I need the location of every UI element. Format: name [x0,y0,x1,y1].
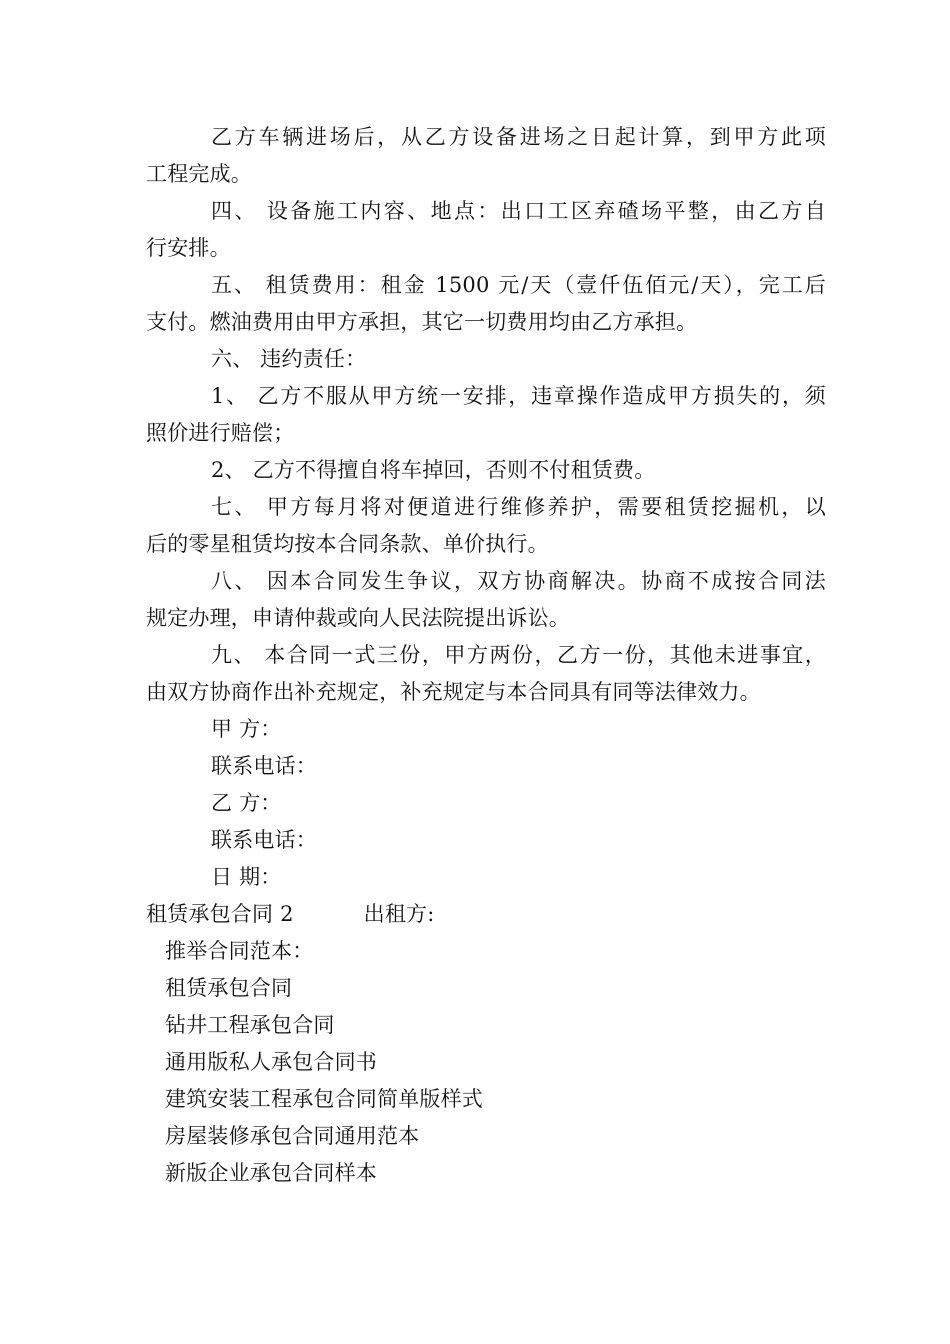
clause-8-line: 八、 因本合同发生争议，双方协商解决。协商不成按合同法 [211,569,826,593]
recommend-link[interactable]: 房屋装修承包合同通用范本 [165,1124,420,1148]
clause-4-line: 行安排。 [146,236,231,260]
recommend-link[interactable]: 新版企业承包合同样本 [165,1161,377,1185]
recommend-link[interactable]: 通用版私人承包合同书 [165,1050,377,1074]
date-label: 日 期： [211,865,282,889]
party-a-phone-label: 联系电话： [211,754,317,778]
paragraph-line: 工程完成。 [146,162,252,186]
recommend-link[interactable]: 租赁承包合同 [165,976,293,1000]
clause-7-line: 七、 甲方每月将对便道进行维修养护，需要租赁挖掘机，以 [211,495,826,519]
clause-5-line: 支付。燃油费用由甲方承担，其它一切费用均由乙方承担。 [146,310,698,334]
clause-5-line: 五、 租赁费用：租金 1500 元/天（壹仟伍佰元/天），完工后 [211,273,826,297]
clause-8-line: 规定办理，申请仲裁或向人民法院提出诉讼。 [146,606,570,630]
recommend-title: 推举合同范本： [165,939,314,963]
clause-4-line: 四、 设备施工内容、地点：出口工区弃碴场平整，由乙方自 [211,199,826,223]
recommend-link[interactable]: 建筑安装工程承包合同简单版样式 [165,1087,483,1111]
clause-7-line: 后的零星租赁均按本合同条款、单价执行。 [146,532,549,556]
party-b-phone-label: 联系电话： [211,828,317,852]
paragraph-line: 乙方车辆进场后，从乙方设备进场之日起计算，到甲方此项 [211,125,826,149]
party-a-label: 甲 方： [211,717,282,741]
contract-2-heading [146,901,826,927]
clause-6-item-1: 1、 乙方不服从甲方统一安排，违章操作造成甲方损失的，须 [211,384,826,408]
recommend-link[interactable]: 钻井工程承包合同 [165,1013,335,1037]
contract-2-title: 租赁承包合同 2 [146,902,294,926]
clause-6-item-2: 2、 乙方不得擅自将车掉回，否则不付租赁费。 [211,458,656,482]
clause-9-line: 九、 本合同一式三份，甲方两份，乙方一份，其他未进事宜， [211,643,826,667]
clause-9-line: 由双方协商作出补充规定，补充规定与本合同具有同等法律效力。 [146,680,761,704]
lessor-label: 出租方: [363,902,435,926]
clause-6-heading: 六、 违约责任： [211,347,367,371]
party-b-label: 乙 方： [211,791,282,815]
clause-6-item-1: 照价进行赔偿； [146,421,295,445]
